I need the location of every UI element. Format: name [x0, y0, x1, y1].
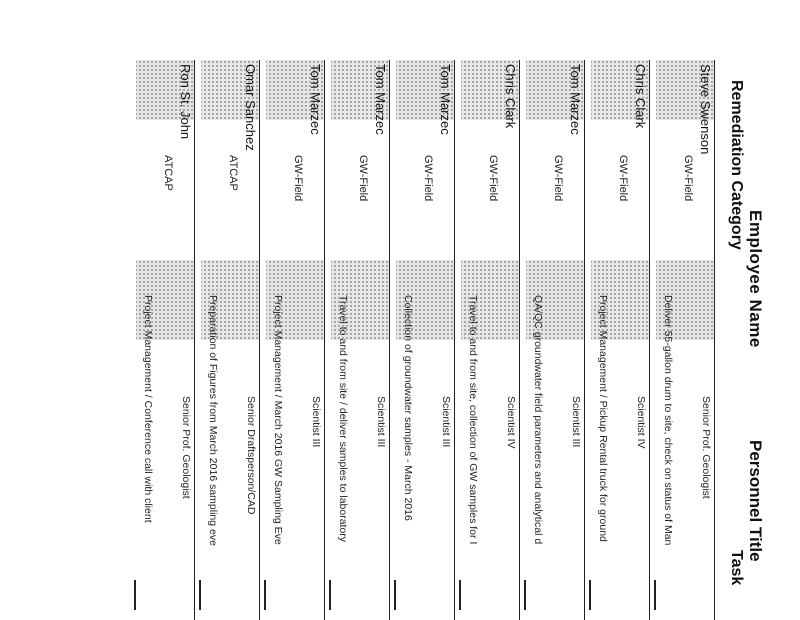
header-remediation-category: Remediation Category [728, 80, 745, 250]
row-divider [200, 580, 202, 610]
employee-name: Ron St. John [178, 64, 193, 140]
task-description: Project Management / March 2016 GW Sampling Eve [272, 295, 284, 545]
employee-name: Chris Clark [503, 64, 518, 129]
table-row [589, 60, 650, 620]
task-description: Travel to and from site / deliver samples to laboratory [337, 295, 349, 543]
table-row [199, 60, 260, 620]
header-task: Task [728, 550, 745, 586]
header-employee-name: Employee Name [746, 210, 765, 348]
remediation-category: ATCAP [227, 155, 239, 191]
table-row [459, 60, 520, 620]
personnel-title: Senior Draftsperson/CAD [245, 396, 257, 515]
table-row [394, 60, 455, 620]
remediation-category: GW-Field [552, 155, 564, 202]
row-divider [330, 580, 332, 610]
task-description: Collection of groundwater samples - March 2016 [402, 295, 414, 521]
task-description: Travel to and from site, collection of GW samples for I [467, 295, 479, 545]
table-row [524, 60, 585, 620]
timesheet-table [130, 60, 770, 620]
employee-name: Chris Clark [633, 64, 648, 129]
employee-name: Tom Marzec [373, 64, 388, 135]
personnel-title: Scientist IV [505, 396, 517, 449]
task-description: QA/QC groundwater field parameters and analytical d [532, 295, 544, 545]
table-row [329, 60, 390, 620]
personnel-title: Scientist III [375, 396, 387, 448]
task-description: Deliver 55-gallon drum to site, check on status of Man [662, 295, 674, 546]
employee-name: Tom Marzec [438, 64, 453, 135]
remediation-category: GW-Field [487, 155, 499, 202]
employee-name: Steve Swenson [698, 64, 713, 155]
employee-name: Omar Sanchez [243, 64, 258, 151]
personnel-title: Scientist III [570, 396, 582, 448]
personnel-title: Scientist III [310, 396, 322, 448]
personnel-title: Senior Prof. Geologist [180, 396, 192, 499]
remediation-category: GW-Field [292, 155, 304, 202]
personnel-title: Senior Prof. Geologist [700, 396, 712, 499]
row-divider [135, 580, 137, 610]
remediation-category: GW-Field [422, 155, 434, 202]
task-description: Preparation of Figures from March 2016 sampling eve [207, 295, 219, 546]
table-row [264, 60, 325, 620]
remediation-category: ATCAP [162, 155, 174, 191]
task-description: Project Management / Conference call with client [142, 295, 154, 523]
remediation-category: GW-Field [617, 155, 629, 202]
header-personnel-title: Personnel Title [746, 440, 765, 562]
remediation-category: GW-Field [357, 155, 369, 202]
personnel-title: Scientist IV [635, 396, 647, 449]
row-divider [590, 580, 592, 610]
remediation-category: GW-Field [682, 155, 694, 202]
row-divider [395, 580, 397, 610]
row-divider [460, 580, 462, 610]
table-row [134, 60, 195, 620]
row-divider [525, 580, 527, 610]
employee-name: Tom Marzec [568, 64, 583, 135]
row-divider [655, 580, 657, 610]
task-description: Project Management / Pickup Rental truck for ground [597, 295, 609, 542]
row-divider [265, 580, 267, 610]
personnel-title: Scientist III [440, 396, 452, 448]
employee-name: Tom Marzec [308, 64, 323, 135]
table-row [654, 60, 715, 620]
